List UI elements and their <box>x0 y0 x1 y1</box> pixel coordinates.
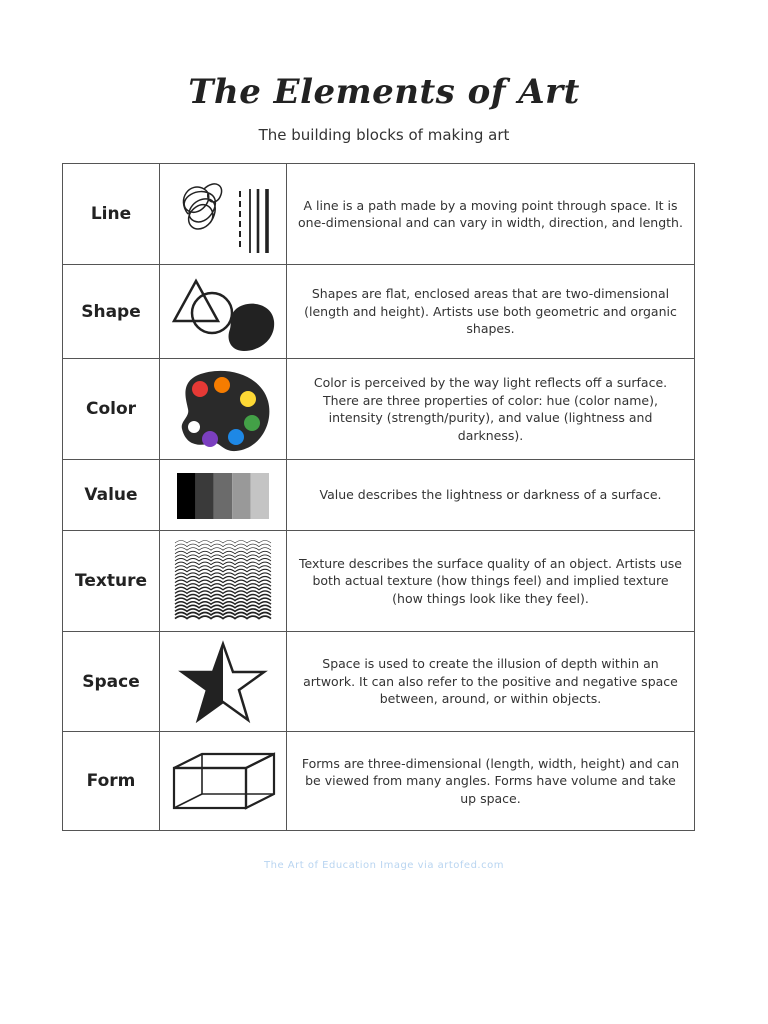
element-label: Color <box>63 359 160 459</box>
element-label: Shape <box>63 265 160 358</box>
texture-wave-line <box>175 562 271 565</box>
element-label: Form <box>63 732 160 830</box>
texture-wave-line <box>175 587 271 590</box>
texture-wave-line <box>175 559 271 562</box>
texture-wave-line <box>175 566 271 569</box>
texture-wave-line <box>175 577 271 580</box>
element-label: Value <box>63 460 160 530</box>
element-description: Color is perceived by the way light reflects off a surface. There are three properties of color: hue (color name), intensity (strength/purity), and value (lightness and darkness). <box>313 375 668 443</box>
element-description: A line is a path made by a moving point through space. It is one-dimensional and can vary in width, direction, and length. <box>298 197 683 230</box>
element-description: Forms are three-dimensional (length, width, height) and can be viewed from many angles. Forms have volume and take up space. <box>301 755 680 806</box>
texture-wave-line <box>175 551 271 554</box>
page-title: The Elements of Art <box>188 72 580 112</box>
table-row <box>63 265 694 359</box>
table-row <box>63 632 694 732</box>
element-description: Shapes are flat, enclosed areas that are two-dimensional (length and height). Artists use both geometric and organic shapes. <box>304 286 677 337</box>
texture-wave-line <box>175 595 271 598</box>
table-row <box>63 732 694 830</box>
texture-wave-line <box>175 609 271 612</box>
texture-wave-line <box>175 616 271 619</box>
texture-wave-line <box>175 569 271 572</box>
texture-wave-line <box>175 548 271 551</box>
texture-wave-line <box>175 602 271 605</box>
elements-table <box>62 163 695 831</box>
texture-wave-line <box>175 573 271 576</box>
texture-wave-line <box>175 591 271 594</box>
texture-wave-line <box>175 605 271 608</box>
page-subtitle: The building blocks of making art <box>258 126 510 144</box>
table-row <box>63 164 694 265</box>
shapes-icon <box>160 265 287 358</box>
value-scale-icon <box>160 460 287 530</box>
texture-wave-line <box>175 613 271 616</box>
table-row <box>63 531 694 632</box>
texture-wave-line <box>175 541 271 544</box>
texture-wave-line <box>175 580 271 583</box>
element-description: Texture describes the surface quality of an object. Artists use both actual texture (how things feel) and implied texture (how things look like they feel). <box>299 555 682 606</box>
texture-wave-line <box>175 555 271 558</box>
table-row <box>63 460 694 531</box>
element-label: Line <box>63 164 160 264</box>
texture-wave-line <box>175 544 271 547</box>
texture-wave-line <box>175 584 271 587</box>
palette-icon <box>160 359 287 459</box>
element-description: Space is used to create the illusion of depth within an artwork. It can also refer to the positive and negative space between, around, or within objects. <box>303 656 678 707</box>
image-credit-link[interactable]: The Art of Education Image via artofed.com <box>264 860 504 871</box>
star-icon <box>160 632 287 731</box>
element-description: Value describes the lightness or darkness of a surface. <box>319 487 662 503</box>
element-label: Space <box>63 632 160 731</box>
texture-wave-line <box>175 598 271 601</box>
element-label: Texture <box>63 531 160 631</box>
scribble-lines-icon <box>160 164 287 264</box>
wavy-texture-icon <box>160 531 287 631</box>
table-row <box>63 359 694 460</box>
rectangular-prism-icon <box>160 732 287 830</box>
